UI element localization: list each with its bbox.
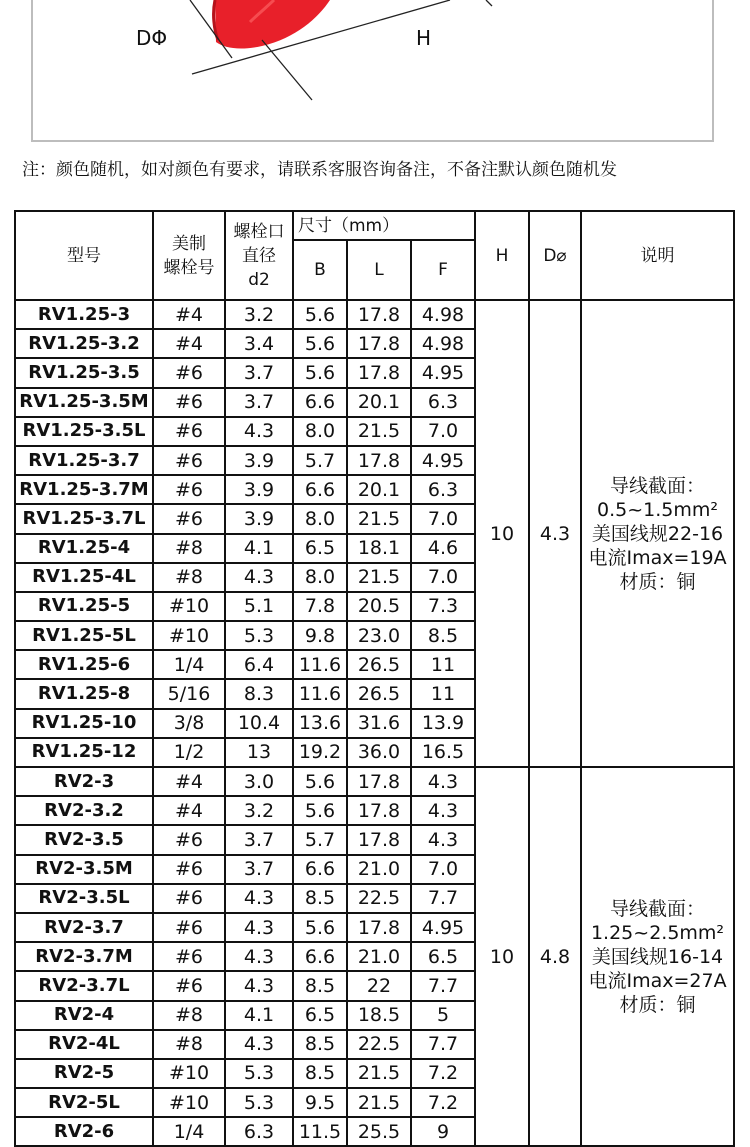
cell-l: 17.8 (347, 825, 411, 854)
cell-l: 17.8 (347, 358, 411, 387)
header-desc: 说明 (581, 211, 734, 300)
cell-f: 4.3 (411, 825, 475, 854)
table-header (15, 211, 734, 300)
cell-model: RV2-3.7 (15, 913, 153, 942)
diameter-label: DΦ (136, 26, 168, 50)
cell-b: 5.6 (293, 300, 347, 329)
cell-bolt-diameter: 3.9 (225, 446, 293, 475)
cell-us-bolt: 1/4 (153, 650, 225, 679)
cell-b: 11.5 (293, 1117, 347, 1146)
cell-l: 22.5 (347, 884, 411, 913)
cell-b: 11.6 (293, 679, 347, 708)
color-note: 注：颜色随机，如对颜色有要求，请联系客服咨询备注，不备注默认颜色随机发 (22, 160, 617, 180)
cell-f: 7.7 (411, 971, 475, 1000)
cell-h: 10 (475, 767, 529, 1146)
cell-model: RV1.25-3.2 (15, 329, 153, 358)
cell-us-bolt: 5/16 (153, 679, 225, 708)
cell-bolt-diameter: 3.9 (225, 504, 293, 533)
cell-b: 5.6 (293, 796, 347, 825)
cell-f: 7.2 (411, 1059, 475, 1088)
cell-bolt-diameter: 4.3 (225, 1030, 293, 1059)
description-line: 材质：铜 (619, 570, 696, 593)
cell-bolt-diameter: 4.3 (225, 417, 293, 446)
cell-f: 7.3 (411, 592, 475, 621)
cell-us-bolt: #6 (153, 417, 225, 446)
header-b: B (293, 240, 347, 300)
cell-bolt-diameter: 4.3 (225, 913, 293, 942)
cell-l: 22 (347, 971, 411, 1000)
cell-f: 7.2 (411, 1088, 475, 1117)
description-line: 0.5~1.5mm² (597, 498, 719, 521)
cell-bolt-diameter: 3.7 (225, 388, 293, 417)
cell-l: 26.5 (347, 679, 411, 708)
cell-bolt-diameter: 3.9 (225, 475, 293, 504)
description-line: 导线截面： (610, 897, 706, 920)
cell-b: 5.6 (293, 767, 347, 796)
cell-f: 6.3 (411, 388, 475, 417)
cell-model: RV2-3 (15, 767, 153, 796)
cell-b: 11.6 (293, 650, 347, 679)
cell-bolt-diameter: 4.3 (225, 942, 293, 971)
cell-bolt-diameter: 3.2 (225, 796, 293, 825)
cell-bolt-diameter: 3.7 (225, 825, 293, 854)
header-l: L (347, 240, 411, 300)
cell-bolt-diameter: 5.3 (225, 621, 293, 650)
cell-model: RV1.25-3.7 (15, 446, 153, 475)
cell-l: 31.6 (347, 709, 411, 738)
cell-us-bolt: #6 (153, 855, 225, 884)
cell-h: 10 (475, 300, 529, 767)
cell-l: 21.0 (347, 855, 411, 884)
cell-b: 8.0 (293, 563, 347, 592)
cell-model: RV2-5 (15, 1059, 153, 1088)
table-row (15, 300, 734, 329)
cell-us-bolt: #6 (153, 913, 225, 942)
cell-l: 17.8 (347, 446, 411, 475)
cell-bolt-diameter: 3.7 (225, 358, 293, 387)
cell-us-bolt: #6 (153, 475, 225, 504)
cell-b: 6.5 (293, 1001, 347, 1030)
cell-bolt-diameter: 10.4 (225, 709, 293, 738)
cell-us-bolt: #4 (153, 329, 225, 358)
cell-bolt-diameter: 4.3 (225, 884, 293, 913)
cell-bolt-diameter: 6.4 (225, 650, 293, 679)
cell-f: 7.0 (411, 563, 475, 592)
cell-us-bolt: #10 (153, 621, 225, 650)
cell-us-bolt: 1/2 (153, 738, 225, 767)
cell-f: 16.5 (411, 738, 475, 767)
cell-l: 20.1 (347, 475, 411, 504)
cell-us-bolt: 1/4 (153, 1117, 225, 1146)
cell-b: 6.6 (293, 388, 347, 417)
cell-bolt-diameter: 4.3 (225, 563, 293, 592)
cell-us-bolt: #8 (153, 534, 225, 563)
cell-f: 11 (411, 650, 475, 679)
cell-us-bolt: #8 (153, 1001, 225, 1030)
cell-b: 7.8 (293, 592, 347, 621)
cell-model: RV2-3.5M (15, 855, 153, 884)
cell-f: 4.98 (411, 329, 475, 358)
cell-model: RV1.25-6 (15, 650, 153, 679)
cell-l: 17.8 (347, 796, 411, 825)
cell-bolt-diameter: 5.1 (225, 592, 293, 621)
cell-us-bolt: 3/8 (153, 709, 225, 738)
header-us-bolt: 美制 螺栓号 (153, 211, 225, 300)
cell-l: 20.5 (347, 592, 411, 621)
header-bolt-hole: 螺栓口 直径 d2 (225, 211, 293, 300)
product-dimension-diagram (0, 0, 750, 150)
cell-model: RV1.25-3.7M (15, 475, 153, 504)
cell-model: RV2-3.5 (15, 825, 153, 854)
cell-us-bolt: #6 (153, 942, 225, 971)
cell-model: RV1.25-4 (15, 534, 153, 563)
cell-bolt-diameter: 8.3 (225, 679, 293, 708)
cell-model: RV1.25-3.5 (15, 358, 153, 387)
cell-d: 4.8 (529, 767, 581, 1146)
cell-bolt-diameter: 4.1 (225, 534, 293, 563)
cell-model: RV1.25-3.5L (15, 417, 153, 446)
cell-us-bolt: #6 (153, 388, 225, 417)
cell-us-bolt: #6 (153, 971, 225, 1000)
cell-f: 6.5 (411, 942, 475, 971)
cell-b: 9.8 (293, 621, 347, 650)
cell-b: 5.6 (293, 913, 347, 942)
cell-l: 20.1 (347, 388, 411, 417)
spec-table (14, 210, 735, 1147)
cell-f: 7.7 (411, 884, 475, 913)
cell-f: 8.5 (411, 621, 475, 650)
cell-model: RV2-4L (15, 1030, 153, 1059)
cell-description (581, 767, 734, 1146)
cell-bolt-diameter: 3.0 (225, 767, 293, 796)
cell-l: 21.0 (347, 942, 411, 971)
cell-model: RV1.25-3.5M (15, 388, 153, 417)
cell-f: 11 (411, 679, 475, 708)
table-row (15, 767, 734, 796)
cell-model: RV2-5L (15, 1088, 153, 1117)
cell-f: 13.9 (411, 709, 475, 738)
cell-us-bolt: #8 (153, 563, 225, 592)
cell-b: 8.5 (293, 884, 347, 913)
cell-model: RV2-3.2 (15, 796, 153, 825)
cell-bolt-diameter: 13 (225, 738, 293, 767)
cell-model: RV2-3.5L (15, 884, 153, 913)
cell-model: RV2-3.7M (15, 942, 153, 971)
cell-model: RV1.25-12 (15, 738, 153, 767)
header-d: D⌀ (529, 211, 581, 300)
cell-us-bolt: #10 (153, 1088, 225, 1117)
cell-l: 18.5 (347, 1001, 411, 1030)
cell-f: 7.0 (411, 417, 475, 446)
cell-us-bolt: #6 (153, 825, 225, 854)
header-h: H (475, 211, 529, 300)
cell-model: RV1.25-4L (15, 563, 153, 592)
cell-us-bolt: #8 (153, 1030, 225, 1059)
cell-l: 21.5 (347, 504, 411, 533)
cell-f: 4.98 (411, 300, 475, 329)
cell-us-bolt: #10 (153, 592, 225, 621)
cell-b: 6.6 (293, 942, 347, 971)
cell-b: 6.6 (293, 855, 347, 884)
cell-model: RV2-6 (15, 1117, 153, 1146)
description-line: 电流Imax=27A (588, 969, 727, 992)
cell-model: RV1.25-5L (15, 621, 153, 650)
cell-description (581, 300, 734, 767)
header-dimensions: 尺寸（mm） (293, 211, 475, 240)
cell-model: RV2-3.7L (15, 971, 153, 1000)
header-model: 型号 (15, 211, 153, 300)
cell-f: 6.3 (411, 475, 475, 504)
description-line: 美国线规22-16 (591, 522, 724, 545)
cell-b: 8.0 (293, 504, 347, 533)
cell-bolt-diameter: 6.3 (225, 1117, 293, 1146)
cell-model: RV1.25-8 (15, 679, 153, 708)
cell-b: 8.5 (293, 971, 347, 1000)
cell-b: 5.7 (293, 446, 347, 475)
description-line: 1.25~2.5mm² (590, 921, 725, 944)
cell-us-bolt: #4 (153, 300, 225, 329)
cell-b: 6.5 (293, 534, 347, 563)
description-line: 导线截面： (610, 474, 706, 497)
cell-f: 5 (411, 1001, 475, 1030)
cell-bolt-diameter: 5.3 (225, 1088, 293, 1117)
cell-f: 4.95 (411, 913, 475, 942)
cell-b: 8.5 (293, 1059, 347, 1088)
cell-b: 6.6 (293, 475, 347, 504)
terminal-drawing (0, 0, 750, 150)
cell-us-bolt: #10 (153, 1059, 225, 1088)
cell-us-bolt: #6 (153, 884, 225, 913)
cell-f: 4.3 (411, 767, 475, 796)
cell-l: 21.5 (347, 563, 411, 592)
description-line: 美国线规16-14 (591, 945, 724, 968)
cell-l: 21.5 (347, 1059, 411, 1088)
cell-b: 13.6 (293, 709, 347, 738)
cell-f: 4.6 (411, 534, 475, 563)
cell-b: 9.5 (293, 1088, 347, 1117)
cell-b: 5.6 (293, 329, 347, 358)
cell-l: 18.1 (347, 534, 411, 563)
cell-model: RV1.25-3 (15, 300, 153, 329)
cell-l: 17.8 (347, 913, 411, 942)
cell-us-bolt: #4 (153, 767, 225, 796)
cell-bolt-diameter: 3.2 (225, 300, 293, 329)
cell-bolt-diameter: 5.3 (225, 1059, 293, 1088)
cell-b: 5.6 (293, 358, 347, 387)
cell-f: 7.0 (411, 855, 475, 884)
description-line: 材质：铜 (619, 993, 696, 1016)
cell-f: 4.95 (411, 446, 475, 475)
cell-f: 4.3 (411, 796, 475, 825)
cell-model: RV1.25-3.7L (15, 504, 153, 533)
cell-l: 26.5 (347, 650, 411, 679)
cell-b: 5.7 (293, 825, 347, 854)
table-body (15, 300, 734, 1146)
cell-model: RV2-4 (15, 1001, 153, 1030)
cell-bolt-diameter: 3.7 (225, 855, 293, 884)
height-label: H (416, 26, 432, 50)
cell-us-bolt: #6 (153, 446, 225, 475)
cell-b: 8.5 (293, 1030, 347, 1059)
cell-bolt-diameter: 4.3 (225, 971, 293, 1000)
cell-l: 21.5 (347, 417, 411, 446)
cell-d: 4.3 (529, 300, 581, 767)
header-f: F (411, 240, 475, 300)
cell-us-bolt: #6 (153, 358, 225, 387)
cell-f: 9 (411, 1117, 475, 1146)
cell-l: 23.0 (347, 621, 411, 650)
cell-model: RV1.25-5 (15, 592, 153, 621)
cell-l: 36.0 (347, 738, 411, 767)
cell-l: 17.8 (347, 329, 411, 358)
cell-l: 22.5 (347, 1030, 411, 1059)
cell-us-bolt: #6 (153, 504, 225, 533)
cell-l: 17.8 (347, 767, 411, 796)
cell-l: 25.5 (347, 1117, 411, 1146)
cell-b: 8.0 (293, 417, 347, 446)
cell-f: 4.95 (411, 358, 475, 387)
cell-l: 21.5 (347, 1088, 411, 1117)
cell-l: 17.8 (347, 300, 411, 329)
cell-model: RV1.25-10 (15, 709, 153, 738)
cell-bolt-diameter: 3.4 (225, 329, 293, 358)
cell-bolt-diameter: 4.1 (225, 1001, 293, 1030)
cell-f: 7.7 (411, 1030, 475, 1059)
cell-f: 7.0 (411, 504, 475, 533)
cell-b: 19.2 (293, 738, 347, 767)
cell-us-bolt: #4 (153, 796, 225, 825)
description-line: 电流Imax=19A (588, 546, 727, 569)
